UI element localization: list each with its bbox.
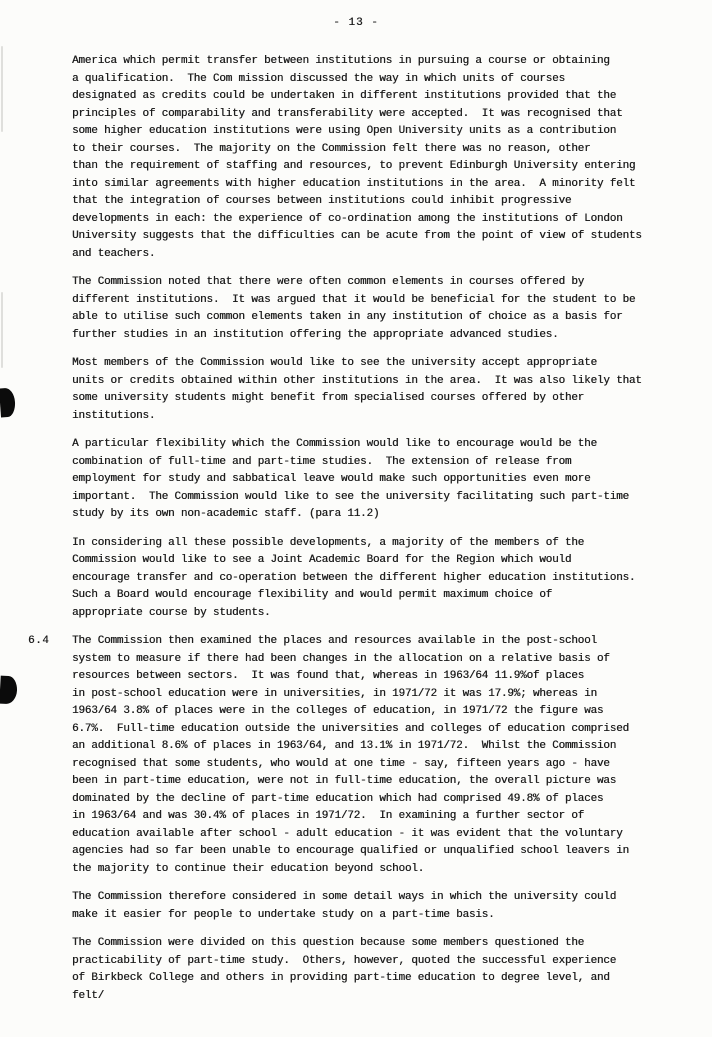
paragraph-text: The Commission noted that there were often common elements in courses offered by different institutions. It was argued that it would be beneficial for the student to be able to utilise such common elements taken in any institution of choice as a basis for further studies in an institution offering the appropriate advanced studies. — [72, 276, 636, 341]
scan-scratch-mark — [1, 46, 3, 132]
paragraph — [72, 274, 672, 344]
paragraph-text: America which permit transfer between institutions in pursuing a course or obtaining a qualification. The Com mission discussed the way in which units of courses designated as credits could be undertaken in different institutions provided that the principles of comparability and transferability were accepted. It was recognised that some higher education institutions were using Open University units as a contribution to their courses. The majority on the Commission felt there was no reason, other than the requirement of staffing and resources, to prevent Edinburgh University entering into similar agreements with higher education institutions in the area. A minority felt that the integration of courses between institutions could inhibit progressive developments in each: the experience of co-ordination among the institutions of London University suggests that the difficulties can be acute from the point of view of students and teachers. — [72, 55, 642, 260]
paragraph — [72, 935, 672, 1005]
paragraph-text: A particular flexibility which the Commission would like to encourage would be the combination of full-time and part-time studies. The extension of release from employment for study and sabbatical leave would make such opportunities even more important. The Commission would like to see the university facilitating such part-time study by its own non-academic staff. (para 11.2) — [72, 438, 629, 520]
paragraph — [72, 889, 672, 924]
paragraph-text: The Commission therefore considered in some detail ways in which the university could make it easier for people to undertake study on a part-time basis. — [72, 891, 617, 921]
document-body — [0, 53, 712, 1005]
paragraph — [72, 53, 672, 263]
section-number: 6.4 — [28, 635, 50, 647]
paragraph — [72, 355, 672, 425]
paragraph-text: Most members of the Commission would like to see the university accept appropriate units or credits obtained within other institutions in the area. It was also likely that some university students might benefit from specialised courses offered by other institutions. — [72, 357, 642, 422]
paragraph — [72, 535, 672, 623]
paragraph — [72, 436, 672, 524]
paragraph-numbered — [28, 633, 672, 878]
paragraph-text: In considering all these possible developments, a majority of the members of the Commission would like to see a Joint Academic Board for the Region which would encourage transfer and co-operation between the different higher education institutions. Such a Board would encourage flexibility and would permit maximum choice of appropriate course by students. — [72, 536, 636, 619]
scan-scratch-mark — [1, 292, 3, 368]
paragraph-text: The Commission then examined the places and resources available in the post-school system to measure if there had been changes in the allocation on a relative basis of resources between sectors. It was found that, whereas in 1963/64 11.9%of places in post-school education were in universities, in 1971/72 it was 17.9%; whereas in 1963/64 3.8% of places were in the colleges of education, in 1971/72 the figure was 6.7%. Full-time education outside the universities and colleges of education comprised an additional 8.6% of places in 1963/64, and 13.1% in 1971/72. Whilst the Commission recognised that some students, who would at one time - say, fifteen years ago - have been in part-time education, were not in full-time education, the overall picture was dominated by the decline of part-time education which had comprised 49.8% of places in 1963/64 and was 30.4% of places in 1971/72. In examining a further sector of education available after school - adult education - it was evident that the voluntary agencies had so far been unable to encourage qualified or unqualified school leavers in the majority to continue their education beyond school. — [72, 635, 629, 875]
page-number: - 13 - — [333, 17, 379, 29]
paragraph-text: The Commission were divided on this question because some members questioned the practicability of part-time study. Others, however, quoted the successful experience of Birkbeck College and others in providing part-time education to degree level, and felt/ — [72, 937, 617, 1002]
